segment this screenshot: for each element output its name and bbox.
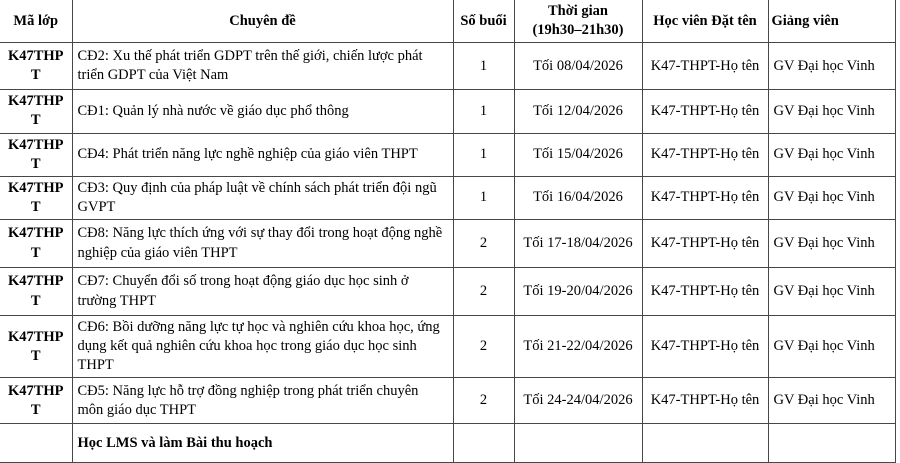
- cell-ma-lop: K47THPT: [0, 90, 72, 133]
- cell-thoi-gian: Tối 12/04/2026: [514, 90, 642, 133]
- cell-chuyen-de: CĐ8: Năng lực thích ứng với sự thay đổi trong hoạt động nghề nghiệp của giáo viên THPT: [72, 220, 453, 268]
- col-header-chuyen-de: Chuyên đề: [72, 0, 453, 43]
- thoi-gian-line2: (19h30–21h30): [532, 22, 624, 39]
- cell-ma-lop: K47THPT: [0, 133, 72, 176]
- table-row: [0, 43, 895, 90]
- cell-hoc-vien: K47-THPT-Họ tên: [642, 176, 768, 219]
- cell-thoi-gian: Tối 08/04/2026: [514, 43, 642, 90]
- col-header-thoi-gian: [514, 0, 642, 43]
- cell-chuyen-de: CĐ6: Bồi dưỡng năng lực tự học và nghiên cứu khoa học, ứng dụng kết quả nghiên cứu khoa học trong giáo dục học sinh THPT: [72, 316, 453, 378]
- cell-ma-lop: K47THPT: [0, 268, 72, 316]
- cell-so-buoi: 1: [453, 133, 514, 176]
- cell-so-buoi: 1: [453, 176, 514, 219]
- cell-so-buoi: 2: [453, 316, 514, 378]
- cell-so-buoi: 2: [453, 378, 514, 424]
- cell-giang-vien: GV Đại học Vinh: [768, 316, 895, 378]
- cell-thoi-gian: Tối 17-18/04/2026: [514, 220, 642, 268]
- cell-giang-vien: [768, 424, 895, 463]
- cell-thoi-gian: Tối 24-24/04/2026: [514, 378, 642, 424]
- table-row: [0, 378, 895, 424]
- cell-giang-vien: GV Đại học Vinh: [768, 378, 895, 424]
- table-row: [0, 316, 895, 378]
- col-header-giang-vien: Giảng viên: [768, 0, 895, 43]
- cell-ma-lop: K47THPT: [0, 316, 72, 378]
- cell-giang-vien: GV Đại học Vinh: [768, 220, 895, 268]
- cell-ma-lop: [0, 424, 72, 463]
- cell-giang-vien: GV Đại học Vinh: [768, 43, 895, 90]
- cell-giang-vien: GV Đại học Vinh: [768, 176, 895, 219]
- cell-hoc-vien: K47-THPT-Họ tên: [642, 43, 768, 90]
- cell-thoi-gian: [514, 424, 642, 463]
- cell-chuyen-de: CĐ1: Quản lý nhà nước về giáo dục phổ thông: [72, 90, 453, 133]
- cell-ma-lop: K47THPT: [0, 378, 72, 424]
- table-row: [0, 90, 895, 133]
- cell-so-buoi: 2: [453, 268, 514, 316]
- col-header-ma-lop: Mã lớp: [0, 0, 72, 43]
- cell-so-buoi: [453, 424, 514, 463]
- cell-giang-vien: GV Đại học Vinh: [768, 133, 895, 176]
- cell-thoi-gian: Tối 15/04/2026: [514, 133, 642, 176]
- table-row: [0, 176, 895, 219]
- table-row: [0, 133, 895, 176]
- cell-hoc-vien: K47-THPT-Họ tên: [642, 378, 768, 424]
- cell-ma-lop: K47THPT: [0, 220, 72, 268]
- cell-chuyen-de: CĐ3: Quy định của pháp luật về chính sách phát triển đội ngũ GVPT: [72, 176, 453, 219]
- cell-ma-lop: K47THPT: [0, 43, 72, 90]
- cell-chuyen-de: CĐ7: Chuyển đổi số trong hoạt động giáo dục học sinh ở trường THPT: [72, 268, 453, 316]
- header-row: [0, 0, 895, 43]
- table-row: [0, 220, 895, 268]
- table-row: [0, 268, 895, 316]
- thoi-gian-line1: Thời gian: [547, 3, 608, 19]
- cell-chuyen-de: CĐ4: Phát triển năng lực nghề nghiệp của giáo viên THPT: [72, 133, 453, 176]
- cell-thoi-gian: Tối 21-22/04/2026: [514, 316, 642, 378]
- cell-chuyen-de: CĐ5: Năng lực hỗ trợ đồng nghiệp trong phát triển chuyên môn giáo dục THPT: [72, 378, 453, 424]
- cell-giang-vien: GV Đại học Vinh: [768, 90, 895, 133]
- col-header-hoc-vien: Học viên Đặt tên: [642, 0, 768, 43]
- cell-so-buoi: 1: [453, 43, 514, 90]
- cell-ma-lop: K47THPT: [0, 176, 72, 219]
- cell-hoc-vien: K47-THPT-Họ tên: [642, 220, 768, 268]
- cell-so-buoi: 2: [453, 220, 514, 268]
- cell-chuyen-de: Học LMS và làm Bài thu hoạch: [72, 424, 453, 463]
- cell-thoi-gian: Tối 16/04/2026: [514, 176, 642, 219]
- table-row: [0, 424, 895, 463]
- col-header-so-buoi: Số buổi: [453, 0, 514, 43]
- cell-hoc-vien: K47-THPT-Họ tên: [642, 133, 768, 176]
- cell-hoc-vien: K47-THPT-Họ tên: [642, 268, 768, 316]
- cell-chuyen-de: CĐ2: Xu thế phát triển GDPT trên thế giới, chiến lược phát triển GDPT của Việt Nam: [72, 43, 453, 90]
- cell-giang-vien: GV Đại học Vinh: [768, 268, 895, 316]
- cell-hoc-vien: K47-THPT-Họ tên: [642, 90, 768, 133]
- cell-hoc-vien: K47-THPT-Họ tên: [642, 316, 768, 378]
- cell-thoi-gian: Tối 19-20/04/2026: [514, 268, 642, 316]
- cell-hoc-vien: [642, 424, 768, 463]
- cell-so-buoi: 1: [453, 90, 514, 133]
